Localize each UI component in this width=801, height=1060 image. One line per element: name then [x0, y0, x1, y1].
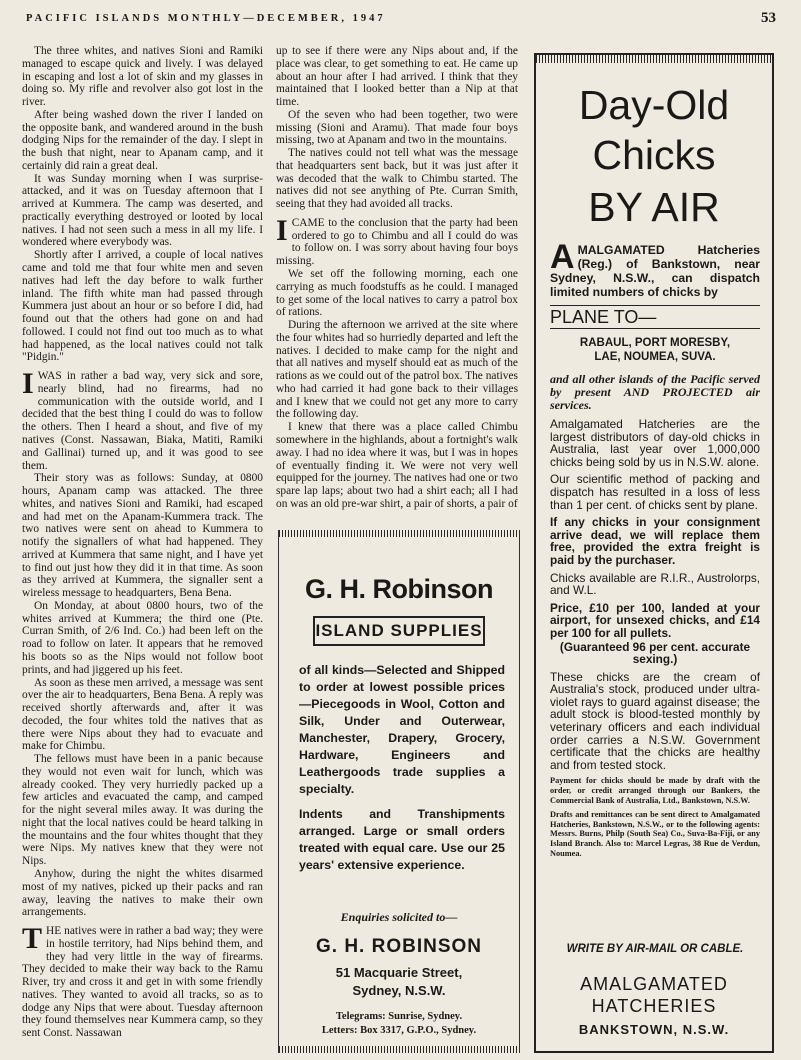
running-title: PACIFIC ISLANDS MONTHLY—DECEMBER, 1947	[26, 13, 386, 24]
ad-location: BANKSTOWN, N.S.W.	[578, 1022, 730, 1037]
ad-payment-note: Payment for chicks should be made by draft with the order, or credit arranged through our Bankers, the Commercial Bank of Australia, Ltd., Bankstown, N.S.W.	[550, 776, 760, 805]
letters-line: Letters: Box 3317, G.P.O., Sydney.	[321, 1025, 477, 1036]
drop-cap: I	[22, 367, 34, 401]
drop-cap: I	[276, 213, 288, 247]
address-line: 51 Macquarie Street,	[335, 965, 463, 980]
telegrams-line: Telegrams: Sunrise, Sydney.	[335, 1011, 463, 1022]
article-paragraph: We set off the following morning, each one carrying as much foodstuffs as he could. I managed to get some of the local natives to carry a patrol box of rations.	[276, 268, 518, 319]
ad-destinations	[550, 336, 760, 364]
article-paragraph-dropcap	[276, 213, 518, 268]
ad-company-name: G. H. ROBINSON	[315, 936, 482, 957]
ad-enquiries: Enquiries solicited to—	[340, 910, 458, 924]
article-paragraph: Their story was as follows: Sunday, at 0800 hours, Apanam camp was attacked. The three whites, and natives Sioni and Ramiki, had escaped and had met on the Apanam-Kummera track. The two natives were sent on ahead to Kummera to notify the signallers of what had happened. They arrived at Kummera that same night, and I have yet to find out just how they did it in that time. As soon as they arrived at Kummera, the signaller sent a wireless message to headquarters, Bena Bena.	[22, 472, 263, 600]
ad-price: Price, £10 per 100, landed at your airport, for unsexed chicks, and £14 per 100 for all pullets.	[550, 600, 760, 640]
article-column-1	[22, 45, 263, 1053]
article-paragraph: During the afternoon we arrived at the site where the four whites had so hurriedly departed and left the natives. I decided to make camp for the night and that all natives and myself should eat as much of the rations as we could out of the patrol box. The natives who had carried it had gone back to their villages and I knew that we could not get any more to carry the following day.	[276, 319, 518, 421]
ad-islands-note: and all other islands of the Pacific served by present AND PROJECTED air services.	[550, 372, 760, 412]
article-paragraph: It was Sunday morning when I was surprise-attacked, and it was on Tuesday afternoon that I arrived at Kummera. The camp was deserted, and practically everything destroyed or looted by local natives. I had not seen such a mess in all my life. I wondered where everybody was.	[22, 172, 263, 249]
ad-body: of all kinds—Selected and Shipped to order at lowest possible prices—Piecegoods in Wool, Cotton and Silk, Under and Outerwear, Manchester, Drapery, Grocery, Hardware, Engineers and Leathergoods trade supplies a specialty.	[299, 663, 505, 796]
dropcap-paragraph-text: CAME to the conclusion that the party had been ordered to go to Chimbu and all I could do was to follow on. I was sorry about having four boys missing.	[276, 216, 518, 268]
dropcap-paragraph-text: WAS in rather a bad way, very sick and sore, nearly blind, had no firearms, had no communication with the outside world, and I decided that the best thing I could do was to follow the others. Then I heard a shout, and five of my natives (Const. Nassawan, Biaka, Matiti, Ramiki and Gallinai) turned up, and it was good to see them.	[22, 370, 263, 472]
ad-plane-heading: PLANE TO—	[550, 305, 760, 329]
ad-paragraph: Chicks available are R.I.R., Austrolorps, and W.L.	[550, 570, 760, 598]
article-paragraph: As soon as these men arrived, a message was sent over the air to headquarters, Bena Bena. A reply was received shortly afterwards and, after it was decoded, the four whites told the natives that as there were Nips about they had to evacuate and make for Chimbu.	[22, 676, 263, 753]
article-paragraph: I knew that there was a place called Chimbu somewhere in the highlands, about a fortnight's walk away. I had no idea where it was, but I was in hopes of eventually finding it. We were not very well equipped for the journey. The natives had one or two spare lap laps; about two had a shirt each; all I had on was an old pre-war shirt, a pair of shorts, a pair of	[276, 421, 518, 510]
article-paragraph: The three whites, and natives Sioni and Ramiki managed to escape quick and lively. I was delayed in escaping and lost a lot of skin and my glasses in doing so. My rifle and revolver also got lost in the river.	[22, 45, 263, 109]
ad-intro	[550, 238, 760, 299]
hatched-border-bottom	[279, 1046, 519, 1053]
address-line: Sydney, N.S.W.	[352, 983, 446, 998]
article-paragraph: Anyhow, during the night the whites disarmed most of my natives, picked up their packs and ran away, leaving the natives to make their own arrangements.	[22, 868, 263, 919]
robinson-advertisement	[278, 530, 520, 1053]
article-paragraph: The fellows must have been in a panic because they would not even wait for lunch, which was already cooked. They very hurriedly packed up a few articles and evacuated the camp, and camped for the night several miles away. It was during the night that the local natives could be heard talking in the mountains and the four whites thought that they were Nips. My natives knew that they were not Nips.	[22, 753, 263, 868]
article-paragraph-dropcap	[22, 922, 263, 1040]
article-paragraph: After being washed down the river I landed on the opposite bank, and wandered around in the bush dodging Nips for the remainder of the day. I slept in the bush that night, near to Apanam camp, and it certainly did rain a great deal.	[22, 108, 263, 172]
article-paragraph: up to see if there were any Nips about and, if the place was clear, to get something to eat. He came up about an hour after I had arrived. I think that they maintained that I looked better than a Nip at that time.	[276, 45, 518, 109]
ad-company-name	[536, 973, 772, 1017]
ad-title-line-3: BY AIR	[588, 184, 720, 230]
ad-title: G. H. Robinson	[305, 574, 493, 604]
ad-title-line-1: Day-Old	[578, 82, 730, 128]
ad-indents-text: Indents and Transhipments arranged. Large or small orders treated with equal care. Use our 25 years' extensive experience.	[299, 807, 505, 872]
article-paragraph: On Monday, at about 0800 hours, two of the whites arrived at Kummera; the third one (Pte. Curran Smith, of 2/6 Ind. Co.) had been left on the road to follow on later. It appears that he removed his boots so as the Nips would not follow boot prints, and had jiggered up his feet.	[22, 599, 263, 676]
ad-paragraph: These chicks are the cream of Australia's stock, produced under ultra-violet rays to guard against disease; the adult stock is blood-tested monthly by veterinary officers and each individual order carries a N.S.W. Government certificate that the chicks are healthy and from tested stock.	[550, 669, 760, 772]
hatcheries-advertisement	[534, 53, 774, 1053]
article-paragraph: The natives could not tell what was the message that headquarters sent back, but it was just after it was decoded that the walk to Chimbu started. The natives did not see anything of Pte. Curran Smith, seeing that they had avoided all tracks.	[276, 147, 518, 211]
ad-guarantee: (Guaranteed 96 per cent. accurate sexing.)	[559, 639, 751, 667]
ad-paragraph: Our scientific method of packing and dispatch has resulted in a loss of less than 1 per cent. of chicks sent by plane.	[550, 472, 760, 512]
article-paragraph: Shortly after I arrived, a couple of local natives came and told me that four white men and seven natives had left the day before to walk further inland. The fifth white man had passed through Kummera just about an hour or so before I did, had found out that the others had gone on and had followed. I could not find out too much as to what had happened, as the local natives could not talk "Pidgin."	[22, 249, 263, 364]
company-name-line: AMALGAMATED	[580, 974, 728, 994]
hatched-border-top	[279, 530, 519, 537]
ad-drafts-note: Drafts and remittances can be sent direct to Amalgamated Hatcheries, Bankstown, N.S.W., or to the following agents: Messrs. Burns, Philp (South Sea) Co., Suva-Ba-Fiji, or any Island Branch. Also to: Marcel Legras, 38 Rue de Verdun, Noumea.	[550, 810, 760, 858]
drop-cap: A	[550, 238, 575, 276]
page-number: 53	[761, 10, 776, 26]
ad-write-note: WRITE BY AIR-MAIL OR CABLE.	[566, 943, 744, 955]
ad-paragraph: If any chicks in your consignment arrive dead, we will replace them free, provided the extra freight is paid by the purchaser.	[550, 515, 760, 567]
ad-title-line-2: Chicks	[592, 132, 716, 178]
ad-paragraph: Amalgamated Hatcheries are the largest distributors of day-old chicks in Australia, last year over 1,000,000 chicks being sold by us in N.S.W. alone.	[550, 417, 760, 469]
destination-line: LAE, NOUMEA, SUVA.	[594, 351, 716, 363]
ad-contact	[279, 1010, 519, 1038]
destination-line: RABAUL, PORT MORESBY,	[579, 337, 731, 349]
hatched-border-top	[536, 55, 772, 63]
ad-body	[550, 418, 760, 863]
article-paragraph: Of the seven who had been together, two were missing (Sioni and Aramu). That made four boys missing, two at Apanam and two in the mountains.	[276, 108, 518, 147]
company-name-line: HATCHERIES	[591, 996, 717, 1016]
article-paragraph-dropcap	[22, 367, 263, 472]
article-column-2	[276, 45, 518, 520]
drop-cap: T	[22, 922, 43, 956]
ad-address	[279, 964, 519, 1000]
dropcap-paragraph-text: HE natives were in rather a bad way; they were in hostile territory, had Nips behind them, and they had very little in the way of firearms. They decided to make their way back to the Ramu River, try and cross it and get in with some friendly natives. They wanted to avoid all tracks, so as to dodge any Nips that were about. Tuesday afternoon they found themselves near Kummera camp, so they sent Const. Nassawan	[22, 925, 263, 1040]
ad-subtitle-box: ISLAND SUPPLIES	[313, 616, 485, 646]
intro-text: MALGAMATED Hatcheries (Reg.) of Bankstown, near Sydney, N.S.W., can dispatch limited numbers of chicks by	[550, 243, 760, 299]
page-header	[26, 10, 776, 30]
